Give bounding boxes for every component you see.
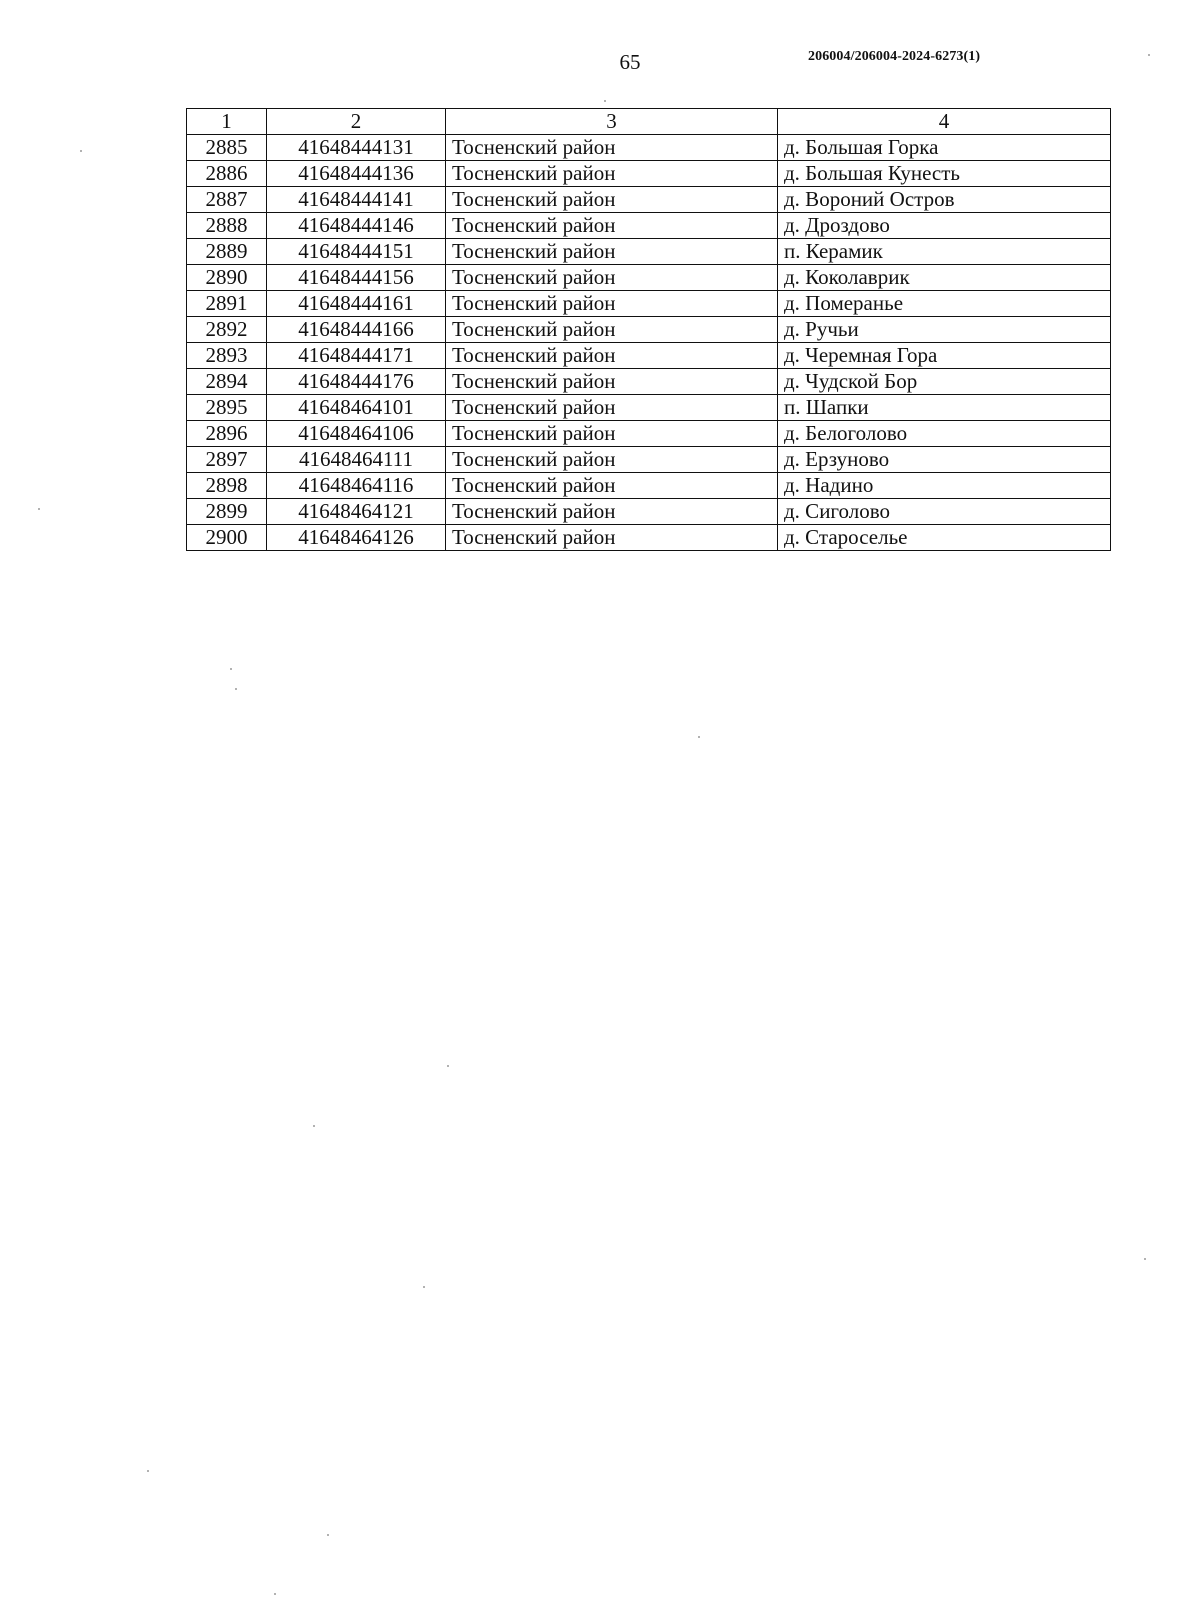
- cell-settlement: п. Шапки: [778, 395, 1111, 421]
- scan-speck: [313, 1125, 315, 1127]
- table-row: [187, 161, 1111, 187]
- cell-number: 2899: [187, 499, 267, 525]
- scan-speck: [604, 100, 606, 102]
- table-row: [187, 265, 1111, 291]
- cell-number: 2892: [187, 317, 267, 343]
- table-row: [187, 187, 1111, 213]
- column-header-2: 2: [267, 109, 446, 135]
- scan-speck: [235, 688, 237, 690]
- cell-code: 41648464116: [267, 473, 446, 499]
- cell-code: 41648444156: [267, 265, 446, 291]
- table-row: [187, 291, 1111, 317]
- scan-speck: [698, 736, 700, 738]
- table-body: [187, 135, 1111, 551]
- cell-code: 41648444146: [267, 213, 446, 239]
- cell-settlement: д. Ручьи: [778, 317, 1111, 343]
- cell-number: 2895: [187, 395, 267, 421]
- document-id: 206004/206004-2024-6273(1): [808, 49, 981, 64]
- cell-settlement: д. Большая Кунесть: [778, 161, 1111, 187]
- cell-code: 41648444176: [267, 369, 446, 395]
- cell-district: Тосненский район: [446, 291, 778, 317]
- cell-district: Тосненский район: [446, 343, 778, 369]
- table-row: [187, 369, 1111, 395]
- settlements-table: [186, 108, 1111, 551]
- table-row: [187, 395, 1111, 421]
- cell-district: Тосненский район: [446, 525, 778, 551]
- cell-settlement: д. Вороний Остров: [778, 187, 1111, 213]
- column-header-1: 1: [187, 109, 267, 135]
- cell-settlement: д. Коколаврик: [778, 265, 1111, 291]
- cell-number: 2886: [187, 161, 267, 187]
- table-row: [187, 343, 1111, 369]
- cell-number: 2896: [187, 421, 267, 447]
- cell-number: 2893: [187, 343, 267, 369]
- scan-speck: [327, 1534, 329, 1536]
- table-header-row: [187, 109, 1111, 135]
- cell-district: Тосненский район: [446, 473, 778, 499]
- cell-district: Тосненский район: [446, 161, 778, 187]
- cell-code: 41648444141: [267, 187, 446, 213]
- cell-number: 2888: [187, 213, 267, 239]
- cell-settlement: д. Ерзуново: [778, 447, 1111, 473]
- scan-speck: [230, 668, 232, 670]
- table-row: [187, 499, 1111, 525]
- scan-speck: [423, 1286, 425, 1288]
- scan-speck: [1148, 54, 1150, 56]
- cell-district: Тосненский район: [446, 317, 778, 343]
- cell-settlement: д. Чудской Бор: [778, 369, 1111, 395]
- cell-district: Тосненский район: [446, 265, 778, 291]
- table-row: [187, 135, 1111, 161]
- cell-settlement: д. Дроздово: [778, 213, 1111, 239]
- column-header-4: 4: [778, 109, 1111, 135]
- cell-settlement: д. Белоголово: [778, 421, 1111, 447]
- cell-settlement: д. Черемная Гора: [778, 343, 1111, 369]
- table-container: [186, 108, 1111, 551]
- table-row: [187, 239, 1111, 265]
- column-header-3: 3: [446, 109, 778, 135]
- cell-number: 2890: [187, 265, 267, 291]
- cell-district: Тосненский район: [446, 421, 778, 447]
- cell-code: 41648444136: [267, 161, 446, 187]
- cell-settlement: д. Староселье: [778, 525, 1111, 551]
- table-row: [187, 473, 1111, 499]
- cell-settlement: д. Надино: [778, 473, 1111, 499]
- cell-code: 41648444171: [267, 343, 446, 369]
- cell-district: Тосненский район: [446, 239, 778, 265]
- cell-district: Тосненский район: [446, 213, 778, 239]
- cell-number: 2887: [187, 187, 267, 213]
- cell-district: Тосненский район: [446, 447, 778, 473]
- cell-code: 41648464106: [267, 421, 446, 447]
- table-header: [187, 109, 1111, 135]
- table-row: [187, 421, 1111, 447]
- cell-settlement: д. Сиголово: [778, 499, 1111, 525]
- table-row: [187, 213, 1111, 239]
- cell-settlement: д. Большая Горка: [778, 135, 1111, 161]
- table-row: [187, 525, 1111, 551]
- cell-code: 41648444161: [267, 291, 446, 317]
- cell-number: 2891: [187, 291, 267, 317]
- cell-settlement: п. Керамик: [778, 239, 1111, 265]
- scan-speck: [147, 1470, 149, 1472]
- cell-number: 2885: [187, 135, 267, 161]
- cell-code: 41648444166: [267, 317, 446, 343]
- table-row: [187, 317, 1111, 343]
- cell-settlement: д. Померанье: [778, 291, 1111, 317]
- cell-district: Тосненский район: [446, 135, 778, 161]
- cell-district: Тосненский район: [446, 395, 778, 421]
- cell-number: 2894: [187, 369, 267, 395]
- cell-number: 2898: [187, 473, 267, 499]
- scan-speck: [274, 1593, 276, 1595]
- cell-code: 41648464111: [267, 447, 446, 473]
- cell-code: 41648464121: [267, 499, 446, 525]
- cell-code: 41648444131: [267, 135, 446, 161]
- cell-district: Тосненский район: [446, 369, 778, 395]
- scan-speck: [38, 508, 40, 510]
- cell-number: 2900: [187, 525, 267, 551]
- cell-district: Тосненский район: [446, 187, 778, 213]
- cell-number: 2897: [187, 447, 267, 473]
- cell-code: 41648464101: [267, 395, 446, 421]
- cell-code: 41648464126: [267, 525, 446, 551]
- cell-number: 2889: [187, 239, 267, 265]
- page-number: 65: [619, 50, 641, 74]
- scan-speck: [447, 1065, 449, 1067]
- scan-speck: [80, 150, 82, 152]
- cell-district: Тосненский район: [446, 499, 778, 525]
- cell-code: 41648444151: [267, 239, 446, 265]
- table-row: [187, 447, 1111, 473]
- scan-speck: [1144, 1258, 1146, 1260]
